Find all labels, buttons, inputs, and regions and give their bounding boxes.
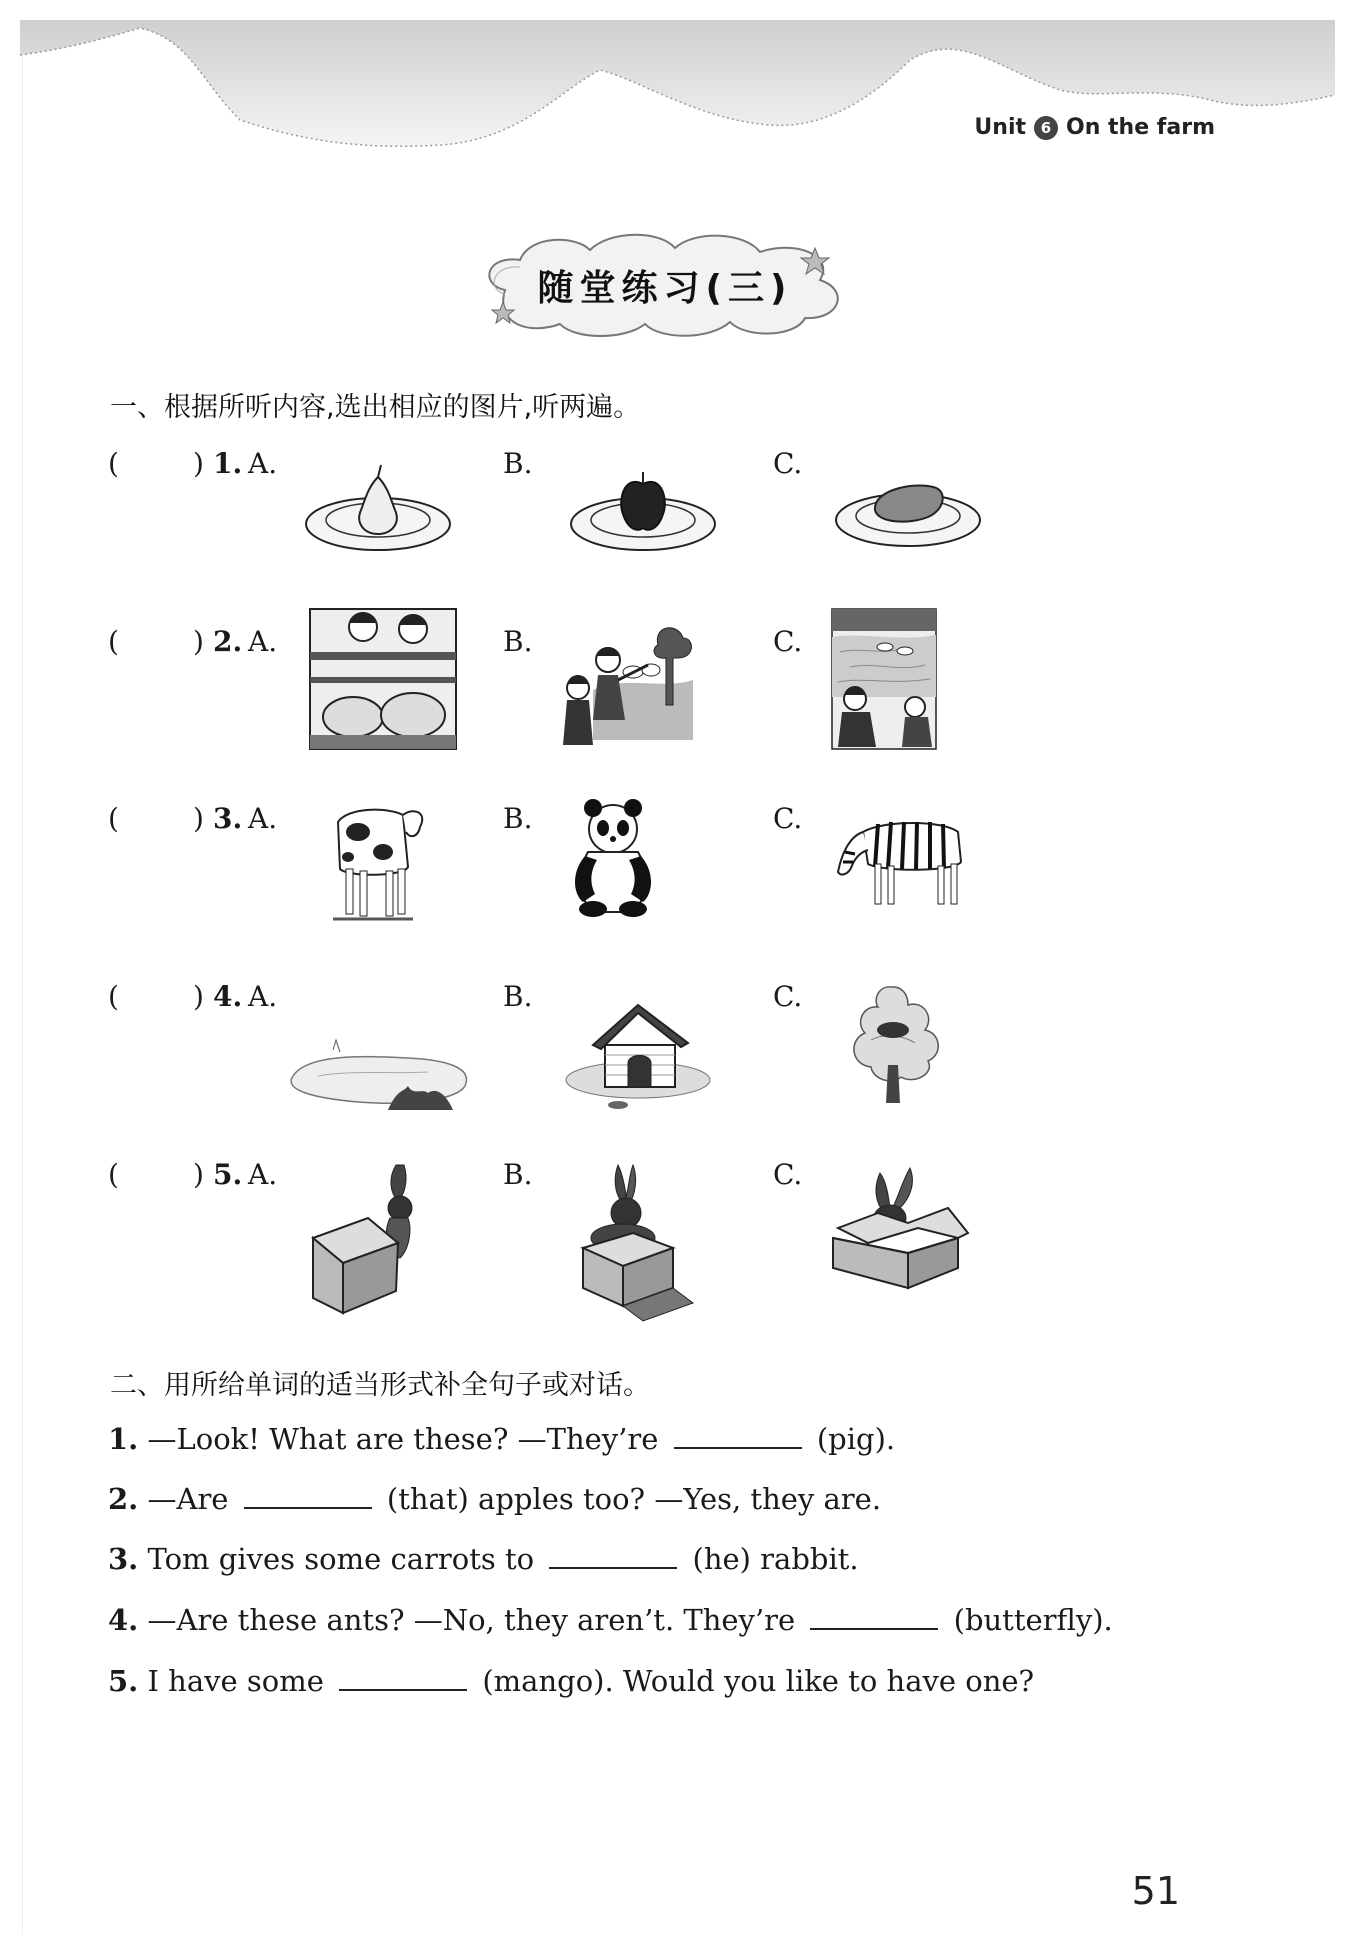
listening-question-5 <box>108 1158 1208 1308</box>
sentence-before: —Are <box>147 1482 229 1516</box>
unit-number-badge: 6 <box>1034 116 1058 140</box>
listening-question-2 <box>108 625 1208 775</box>
exercise-title: 随堂练习(三) <box>537 268 793 309</box>
option-a-label: A. <box>248 980 278 1013</box>
answer-paren-open: ( <box>108 802 119 835</box>
unit-header <box>974 115 1215 140</box>
cow-icon <box>318 797 428 927</box>
exercise-title-cloud <box>475 230 855 340</box>
dog-house-icon <box>563 995 713 1110</box>
option-a-label: A. <box>248 447 278 480</box>
mango-on-plate-icon <box>833 462 983 557</box>
answer-blank[interactable] <box>674 1423 802 1449</box>
option-b-label: B. <box>503 802 533 835</box>
answer-blank[interactable] <box>244 1483 372 1509</box>
item-number: 2. <box>108 1482 139 1516</box>
answer-blank[interactable] <box>549 1543 677 1569</box>
sentence-before: Tom gives some carrots to <box>147 1542 535 1576</box>
sentence-before: —Are these ants? —No, they aren’t. They’re <box>147 1603 796 1637</box>
sentence-before: I have some <box>147 1664 324 1698</box>
sentence-after: (mango). Would you like to have one? <box>482 1664 1035 1698</box>
fill-sentence-1 <box>108 1422 895 1456</box>
question-number: 3. <box>213 802 243 835</box>
option-a-label: A. <box>248 1158 278 1191</box>
rabbit-behind-box-icon <box>308 1163 428 1318</box>
answer-paren-close: ) <box>193 980 204 1013</box>
answer-paren-close: ) <box>193 625 204 658</box>
item-number: 1. <box>108 1422 139 1456</box>
item-number: 5. <box>108 1664 139 1698</box>
answer-paren-open: ( <box>108 1158 119 1191</box>
item-number: 3. <box>108 1542 139 1576</box>
option-a-label: A. <box>248 802 278 835</box>
option-b-label: B. <box>503 980 533 1013</box>
sentence-after: (he) rabbit. <box>692 1542 859 1576</box>
option-c-label: C. <box>773 447 803 480</box>
answer-paren-open: ( <box>108 980 119 1013</box>
option-a-label: A. <box>248 625 278 658</box>
option-c-label: C. <box>773 1158 803 1191</box>
unit-title: On the farm <box>1066 115 1215 140</box>
section2-heading: 二、用所给单词的适当形式补全句子或对话。 <box>110 1370 650 1401</box>
section1-heading: 一、根据所听内容,选出相应的图片,听两遍。 <box>110 392 641 423</box>
boys-pointing-at-sheep-icon <box>553 620 698 750</box>
listening-question-4 <box>108 980 1208 1130</box>
sentence-before: —Look! What are these? —They’re <box>147 1422 659 1456</box>
option-c-label: C. <box>773 980 803 1013</box>
rabbit-in-box-icon <box>818 1163 978 1293</box>
answer-blank[interactable] <box>339 1665 467 1691</box>
boys-watching-ducks-on-lake-icon <box>830 607 938 752</box>
tree-icon <box>843 985 943 1105</box>
listening-question-3 <box>108 802 1208 952</box>
answer-paren-close: ) <box>193 802 204 835</box>
question-number: 2. <box>213 625 243 658</box>
pear-on-plate-icon <box>303 462 453 557</box>
sentence-after: (butterfly). <box>953 1603 1113 1637</box>
fill-sentence-5 <box>108 1664 1034 1698</box>
option-c-label: C. <box>773 802 803 835</box>
answer-paren-open: ( <box>108 447 119 480</box>
zebra-icon <box>833 802 973 912</box>
question-number: 5. <box>213 1158 243 1191</box>
answer-paren-close: ) <box>193 1158 204 1191</box>
option-b-label: B. <box>503 447 533 480</box>
unit-word: Unit <box>974 115 1027 140</box>
sentence-after: (that) apples too? —Yes, they are. <box>386 1482 882 1516</box>
answer-blank[interactable] <box>810 1604 938 1630</box>
option-c-label: C. <box>773 625 803 658</box>
pond-icon <box>288 1038 473 1113</box>
fill-sentence-3 <box>108 1542 859 1576</box>
question-number: 1. <box>213 447 243 480</box>
fill-sentence-4 <box>108 1603 1113 1637</box>
fill-sentence-2 <box>108 1482 881 1516</box>
page-number: 51 <box>1131 1869 1180 1913</box>
answer-paren-close: ) <box>193 447 204 480</box>
boys-watching-pigs-icon <box>308 607 458 752</box>
option-b-label: B. <box>503 625 533 658</box>
panda-icon <box>563 794 663 919</box>
apple-on-plate-icon <box>568 462 718 557</box>
question-number: 4. <box>213 980 243 1013</box>
item-number: 4. <box>108 1603 139 1637</box>
listening-question-1 <box>108 447 1208 597</box>
sentence-after: (pig). <box>816 1422 896 1456</box>
answer-paren-open: ( <box>108 625 119 658</box>
option-b-label: B. <box>503 1158 533 1191</box>
rabbit-on-box-icon <box>563 1163 703 1323</box>
